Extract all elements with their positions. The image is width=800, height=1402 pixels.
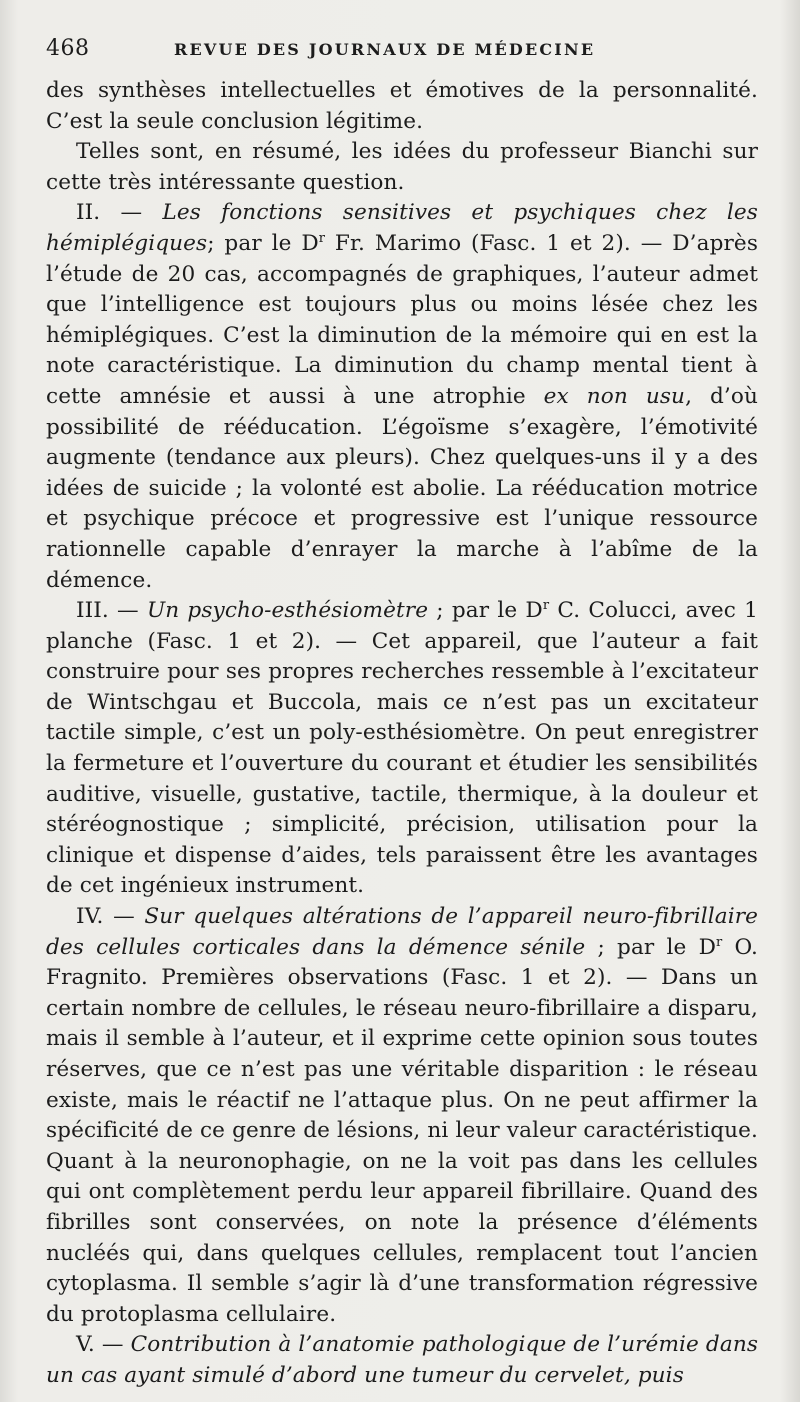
article-title: Sur quelques altérations de l’appareil neuro-fibrillaire des cellules corticales dans la démence sénile xyxy=(46,904,758,960)
paragraph-continuation: des synthèses intellectuelles et émotives de la personnalité. C’est la seule conclusion légitime. xyxy=(46,78,758,134)
byline: ; par le D xyxy=(585,934,716,960)
section-number: IV. — xyxy=(76,904,135,930)
byline: ; par le D xyxy=(428,598,543,624)
abstract-iii xyxy=(46,596,758,902)
abstract-ii xyxy=(46,198,758,596)
article-title: Les fonctions sensitives et psychiques chez les hémiplégiques xyxy=(46,200,758,256)
superscript: r xyxy=(542,598,550,614)
abstract-text: O. Fragnito. Premières observations (Fasc. 1 et 2). — Dans un certain nombre de cellules, le réseau neuro-fibrillaire a disparu, mais il semble à l’auteur, et il exprime cette opinion sous toutes réserves, que ce n’est pas une véritable disparition : le réseau existe, mais le réactif ne l’attaque plus. On ne peut affirmer la spécificité de ce genre de lésions, ni leur valeur caractéristique. Quant à la neuronophagie, on ne la voit pas dans les cellules qui ont complètement perdu leur appareil fibrillaire. Quand des fibrilles sont conservées, on note la présence d’éléments nucléés qui, dans quelques cellules, remplacent tout l’ancien cytoplasma. Il semble s’agir là d’une transformation régressive du protoplasma cellulaire. xyxy=(46,934,759,1327)
abstract-text: Fr. Marimo (Fasc. 1 et 2). — D’après l’étude de 20 cas, accompagnés de graphiques, l’auteur admet que l’intelligence est toujours plus ou moins lésée chez les hémiplégiques. C’est la diminution de la mémoire qui en est la note caractéristique. La diminution du champ mental tient à cette amnésie et aussi à une atrophie xyxy=(46,230,758,409)
section-number: III. — xyxy=(76,598,139,624)
abstract-text: , d’où possibilité de rééducation. L’égoïsme s’exagère, l’émotivité augmente (tendance aux pleurs). Chez quelques-uns il y a des idées de suicide ; la volonté est abolie. La rééducation motrice et psychique précoce et progressive est l’unique ressource rationnelle capable d’enrayer la marche à l’abîme de la démence. xyxy=(46,383,758,593)
latin-phrase: ex non usu xyxy=(543,383,686,409)
article-title: Un psycho-esthésiomètre xyxy=(146,598,429,624)
page-number: 468 xyxy=(46,36,90,61)
abstract-v xyxy=(46,1330,758,1391)
article-body xyxy=(46,76,758,1392)
abstract-text: C. Colucci, avec 1 planche (Fasc. 1 et 2). — Cet appareil, que l’auteur a fait construire pour ses propres recherches ressemble à l’excitateur de Wintschgau et Buccola, mais ce n’est pas un excitateur tactile simple, c’est un poly-esthésiomètre. On peut enregistrer la fermeture et l’ouverture du courant et étudier les sensibilités auditive, visuelle, gustative, tactile, thermique, à la douleur et stéréognostique ; simplicité, précision, utilisation pour la clinique et dispense d’aides, tels paraissent être les avantages de cet ingénieux instrument. xyxy=(46,598,759,899)
page-header xyxy=(46,36,758,66)
byline: ; par le D xyxy=(207,230,319,256)
paragraph-summary: Telles sont, en résumé, les idées du professeur Bianchi sur cette très intéressante question. xyxy=(46,139,758,195)
running-title: REVUE DES JOURNAUX DE MÉDECINE xyxy=(174,40,596,59)
section-number: II. — xyxy=(76,200,143,226)
abstract-iv xyxy=(46,902,758,1330)
section-number: V. — xyxy=(76,1332,124,1358)
superscript: r xyxy=(318,230,326,246)
superscript: r xyxy=(716,934,723,950)
article-title: Contribution à l’anatomie pathologique de l’urémie dans un cas ayant simulé d’abord une tumeur du cervelet, puis xyxy=(46,1332,759,1388)
